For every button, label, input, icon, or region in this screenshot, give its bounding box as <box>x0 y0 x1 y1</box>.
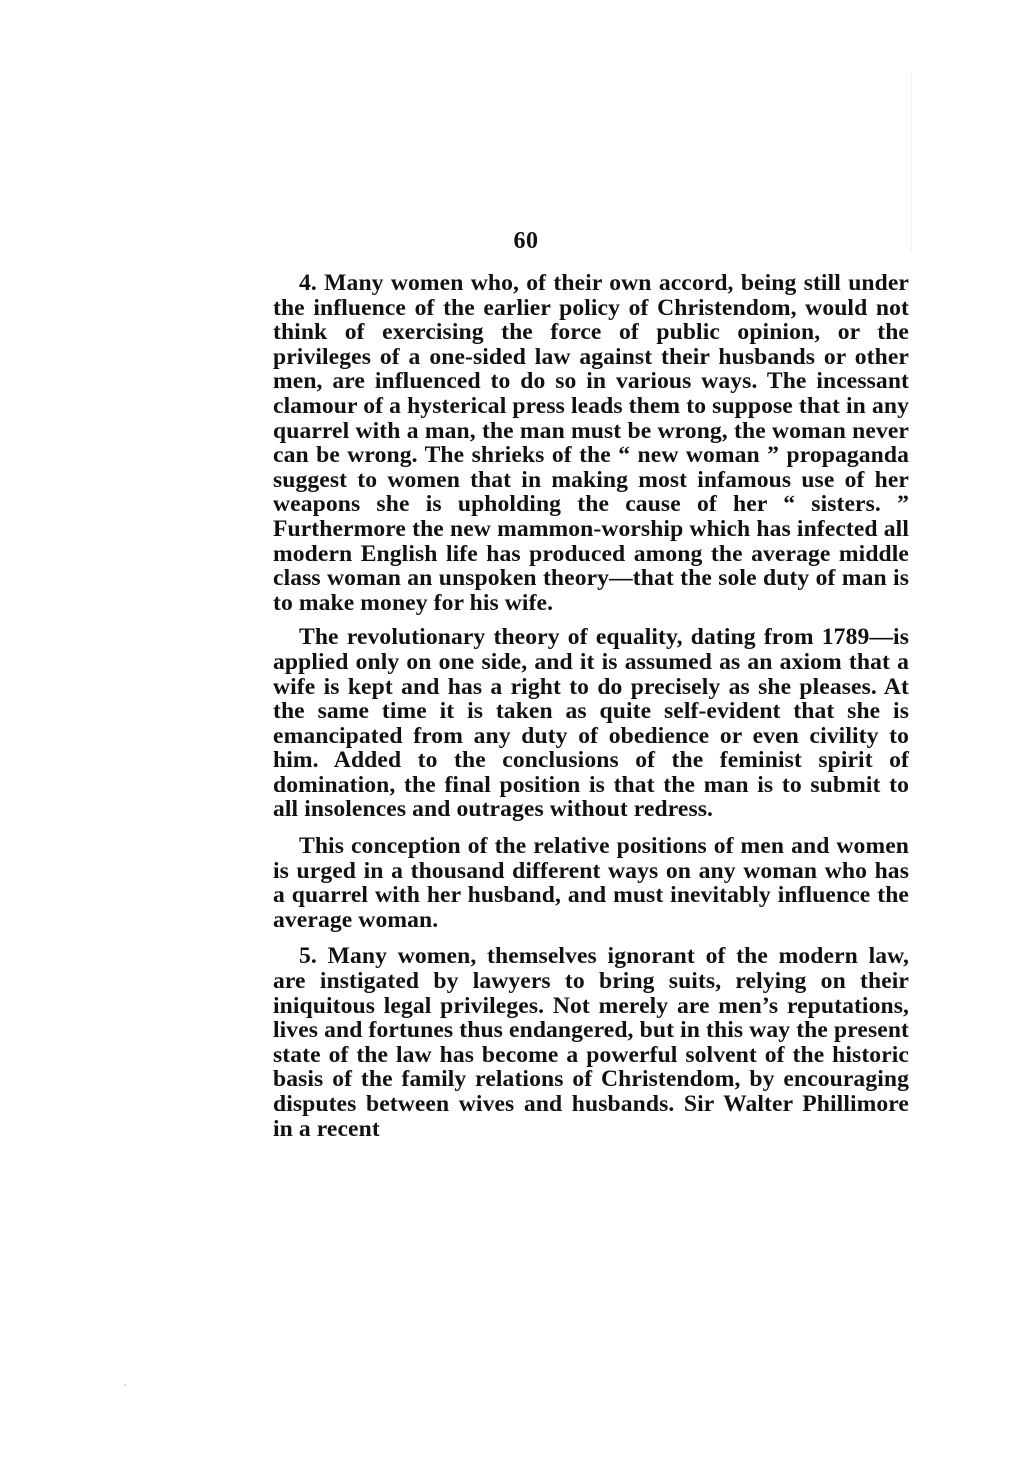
paragraph-1: 4. Many women who, of their own accord, being still under the influence of the earlier policy of Christendom, would not think of exercising the force of public opinion, or the privileges of a one-sided law against their husbands or other men, are influenced to do so in various ways. The incessant clamour of a hysterical press leads them to suppose that in any quarrel with a man, the man must be wrong, the woman never can be wrong. The shrieks of the “ new woman ” propaganda suggest to women that in making most infamous use of her weapons she is upholding the cause of her “ sisters. ” Furthermore the new mammon-worship which has infected all modern English life has produced among the average middle class woman an unspoken theory—that the sole duty of man is to make money for his wife. <box>273 270 909 616</box>
paragraph-4: 5. Many women, themselves ignorant of the modern law, are instigated by lawyers to bring suits, relying on their iniquitous legal privileges. Not merely are men’s reputations, lives and fortunes thus endangered, but in this way the present state of the law has become a powerful solvent of the historic basis of the family relations of Christendom, by encouraging disputes between wives and husbands. Sir Walter Phillimore in a recent <box>273 943 909 1142</box>
scan-speck <box>124 1384 126 1386</box>
page-number: 60 <box>513 228 539 254</box>
paragraph-3: This conception of the relative positions of men and women is urged in a thousand different ways on any woman who has a quarrel with her husband, and must inevitably influence the average woman. <box>273 833 909 933</box>
paragraph-2: The revolutionary theory of equality, dating from 1789—is applied only on one side, and it is assumed as an axiom that a wife is kept and has a right to do precisely as she pleases. At the same time it is taken as quite self-evident that she is emancipated from any duty of obedience or even civility to him. Added to the conclusions of the feminist spirit of domination, the final position is that the man is to submit to all insolences and outrages without redress. <box>273 624 909 823</box>
scan-edge-shadow <box>911 72 912 252</box>
body-text <box>273 271 909 1151</box>
